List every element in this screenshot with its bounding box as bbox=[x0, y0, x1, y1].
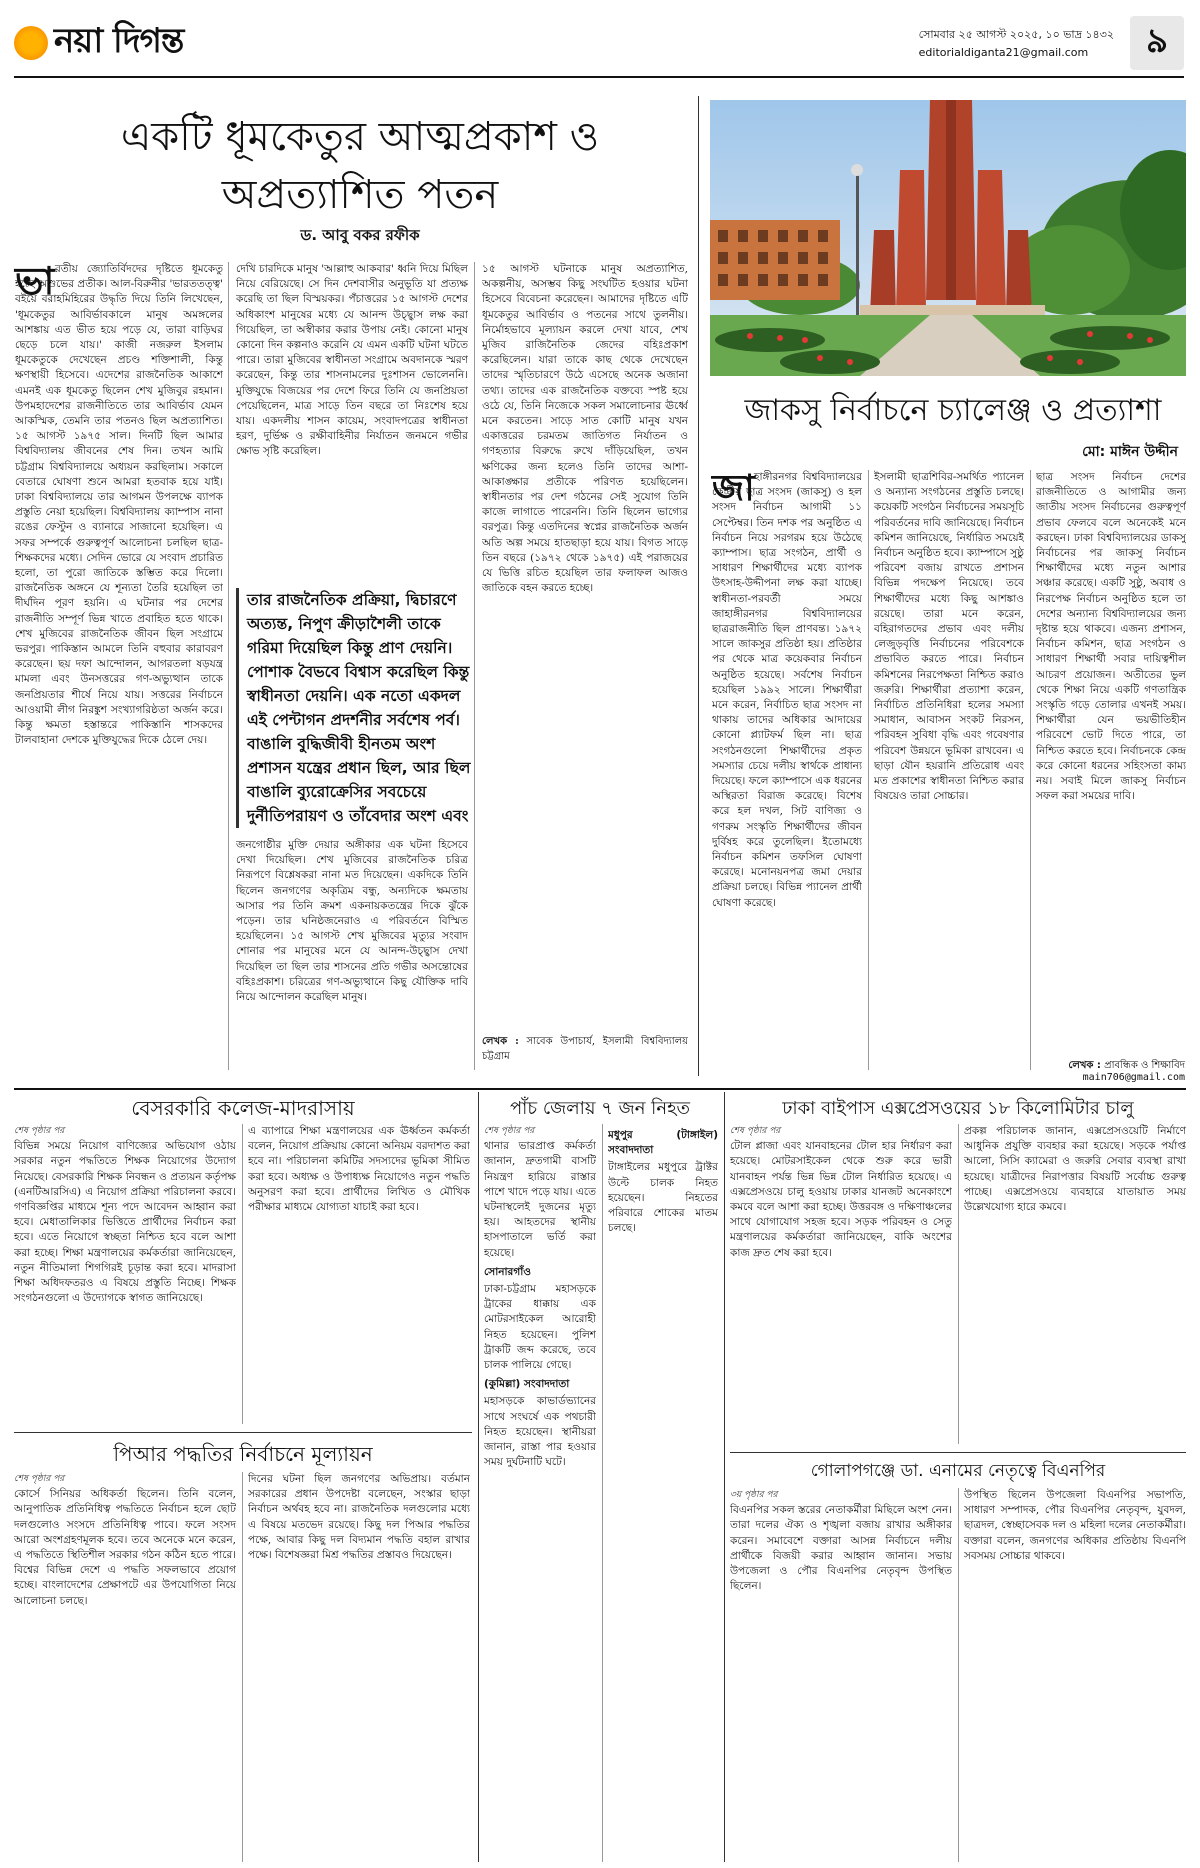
column-rule bbox=[958, 1488, 959, 1862]
story5-kicker: ৩য় পৃষ্ঠার পর bbox=[730, 1490, 778, 1500]
feature-column-1: হাঙ্গীরনগর বিশ্ববিদ্যালয়ের কেন্দ্রীয় ছাত্র সংসদ (জাকসু) ও হল সংসদ নির্বাচন আগামী ১১ সেপ্টেম্বর। তিন দশক পর অনুষ্ঠিত এ নির্বাচন নিয়ে সরগরম হয়ে উঠেছে ক্যাম্পাস। ছাত্র সংগঠন, প্রার্থী ও সাধারণ শিক্ষার্থীদের মধ্যে ব্যাপক উৎসাহ-উদ্দীপনা লক্ষ করা যাচ্ছে। স্বাধীনতা-পরবর্তী সময়ে জাহাঙ্গীরনগর বিশ্ববিদ্যালয়ের ছাত্ররাজনীতি ছিল প্রাণবন্ত। ১৯৭২ সালে জাকসুর প্রতিষ্ঠা হয়। প্রতিষ্ঠার পর থেকে মাত্র কয়েকবার নির্বাচন অনুষ্ঠিত হয়েছে। সর্বশেষ নির্বাচন হয়েছিল ১৯৯২ সালে। শিক্ষার্থীরা মনে করেন, নির্বাচিত ছাত্র সংসদ না থাকায় তাদের অধিকার আদায়ের কোনো প্ল্যাটফর্ম ছিল না। ছাত্র সংগঠনগুলো শিক্ষার্থীদের প্রকৃত সমস্যার চেয়ে দলীয় স্বার্থকে প্রাধান্য দিয়েছে। ফলে ক্যাম্পাসে এক ধরনের অস্থিরতা বিরাজ করেছে। বিশেষ করে হল দখল, সিট বাণিজ্য ও গণরুম সংস্কৃতি শিক্ষার্থীদের জীবন দুর্বিষহ করে তুলেছিল। ইতোমধ্যে নির্বাচন কমিশন তফসিল ঘোষণা করেছে। মনোনয়নপত্র জমা দেয়ার প্রক্রিয়া চলছে। বিভিন্ন প্যানেল প্রার্থী ঘোষণা করেছে। bbox=[712, 471, 862, 909]
story4-column-2: প্রকল্প পরিচালক জানান, এক্সপ্রেসওয়েটি নির্মাণে আধুনিক প্রযুক্তি ব্যবহার করা হয়েছে। সড়কে পর্যাপ্ত আলো, সিসি ক্যামেরা ও জরুরি সেবার ব্যবস্থা রাখা হয়েছে। যাত্রীদের নিরাপত্তার বিষয়টি সর্বোচ্চ গুরুত্ব পাচ্ছে। এক্সপ্রেসওয়ে ব্যবহারে যাতায়াত সময় উল্লেখযোগ্য হারে কমবে। bbox=[964, 1125, 1186, 1214]
story3-headline: পাঁচ জেলায় ৭ জন নিহত bbox=[509, 1098, 691, 1119]
story3-column-2 bbox=[608, 1124, 718, 1862]
story1-column-2: এ ব্যাপারে শিক্ষা মন্ত্রণালয়ের এক ঊর্ধ্বতন কর্মকর্তা বলেন, নিয়োগ প্রক্রিয়ায় কোনো অনিয়ম বরদাশত করা হবে না। পরিচালনা কমিটির সদস্যদের ভূমিকা সীমিত করা হবে। অধ্যক্ষ ও উপাধ্যক্ষ নিয়োগেও নতুন পদ্ধতি অনুসরণ করা হবে। প্রার্থীদের লিখিত ও মৌখিক পরীক্ষার মাধ্যমে যোগ্যতা যাচাই করা হবে। bbox=[248, 1125, 470, 1214]
lead-author-note bbox=[482, 1034, 688, 1070]
story5-column-2: উপস্থিত ছিলেন উপজেলা বিএনপির সভাপতি, সাধারণ সম্পাদক, পৌর বিএনপির নেতৃবৃন্দ, যুবদল, ছাত্রদল, স্বেচ্ছাসেবক দল ও মহিলা দলের নেতাকর্মীরা। বক্তারা বলেন, জনগণের অধিকার প্রতিষ্ঠায় বিএনপি সবসময় সোচ্চার থাকবে। bbox=[964, 1489, 1186, 1562]
story3-subhead-2: (কুমিল্লা) সংবাদদাতা bbox=[484, 1378, 570, 1391]
story3-subhead-1: সোনারগাঁও bbox=[484, 1265, 531, 1278]
story2-column-2: দিনের ঘটনা ছিল জনগণের অভিপ্রায়। বর্তমান সরকারের প্রধান উপদেষ্টা বলেছেন, সংস্কার ছাড়া নির্বাচন অর্থবহ হবে না। রাজনৈতিক দলগুলোর মধ্যে এ বিষয়ে মতভেদ রয়েছে। কিছু দল পিআর পদ্ধতির পক্ষে, আবার কিছু দল বিদ্যমান পদ্ধতি বহাল রাখার পক্ষে। বিশেষজ্ঞরা মিশ্র পদ্ধতির প্রস্তাবও দিয়েছেন। bbox=[248, 1473, 470, 1562]
story1-headline: বেসরকারি কলেজ-মাদরাসায় bbox=[131, 1096, 355, 1120]
feature-author-label: লেখক : bbox=[1068, 1060, 1101, 1071]
column-rule bbox=[958, 1124, 959, 1444]
story3-subhead-3: মধুপুর (টাঙ্গাইল) সংবাদদাতা bbox=[608, 1129, 718, 1157]
story1-text: বিভিন্ন সময়ে নিয়োগ বাণিজ্যের অভিযোগ ওঠায় সরকার নতুন পদ্ধতিতে শিক্ষক নিয়োগের উদ্যোগ নিয়েছে। বেসরকারি শিক্ষক নিবন্ধন ও প্রত্যয়ন কর্তৃপক্ষ (এনটিআরসিএ) এ নিয়োগ প্রক্রিয়া পরিচালনা করবে। গণবিজ্ঞপ্তির মাধ্যমে শূন্য পদে আবেদন আহ্বান করা হবে। মেধাতালিকার ভিত্তিতে প্রার্থীদের নির্বাচন করা হবে। এতে নিয়োগে স্বচ্ছতা নিশ্চিত হবে বলে আশা করা হচ্ছে। শিক্ষা মন্ত্রণালয়ের কর্মকর্তারা জানিয়েছেন, নতুন নীতিমালা শিগগিরই চূড়ান্ত করা হবে। মাদরাসা শিক্ষা অধিদফতরও এ বিষয়ে প্রস্তুতি নিচ্ছে। শিক্ষক সংগঠনগুলো এ উদ্যোগকে স্বাগত জানিয়েছে। bbox=[14, 1140, 236, 1305]
lead-headline bbox=[60, 108, 660, 224]
lead-column-2b: জনগোষ্ঠীর মুক্তি দেয়ার অঙ্গীকার এক ঘটনা হিসেবে দেখা দিয়েছিল। শেখ মুজিবের রাজনৈতিক চরিত্র নিরূপণে বিশ্লেষকরা নানা মত দিয়েছেন। একদিকে তিনি ছিলেন জনগণের অকৃত্রিম বন্ধু, অন্যদিকে ক্ষমতায় আসার পর তিনি ক্রমশ একনায়কতন্ত্রের দিকে ঝুঁকে পড়েন। তার ঘনিষ্ঠজনেরাও এ পরিবর্তনে বিস্মিত হয়েছিলেন। ১৫ আগস্ট শেখ মুজিবের মৃত্যুর সংবাদ শোনার পর মানুষের মনে যে আনন্দ-উচ্ছ্বাস দেখা দিয়েছিল তা ছিল তার শাসনের প্রতি গভীর অসন্তোষের বহিঃপ্রকাশ। চরিত্রের গণ-অভ্যুত্থানে কিছু যৌক্তিক দাবি নিয়ে আন্দোলন করেছিল মানুষ। bbox=[236, 839, 468, 1004]
feature-author: প্রাবন্ধিক ও শিক্ষাবিদ bbox=[1104, 1060, 1185, 1071]
story3-text: থানার ভারপ্রাপ্ত কর্মকর্তা জানান, দ্রুতগামী বাসটি নিয়ন্ত্রণ হারিয়ে রাস্তার পাশে খাদে পড়ে যায়। এতে ঘটনাস্থলেই দুজনের মৃত্যু হয়। আহতদের স্থানীয় হাসপাতালে ভর্তি করা হয়েছে। bbox=[484, 1140, 596, 1259]
newspaper-logo[interactable] bbox=[14, 18, 183, 68]
story3-column-1 bbox=[484, 1124, 596, 1862]
lead-headline-line-1: একটি ধূমকেতুর আত্মপ্রকাশ ও bbox=[120, 114, 600, 160]
story2-headline: পিআর পদ্ধতির নির্বাচনে মূল্যায়ন bbox=[113, 1442, 373, 1466]
column-rule bbox=[868, 470, 869, 1070]
story5-text: বিএনপির সকল স্তরের নেতাকর্মীরা মিছিলে অংশ নেন। তারা দলের ঐক্য ও শৃঙ্খলা বজায় রাখার অঙ্গীকার করেন। সমাবেশে বক্তারা আসন্ন নির্বাচনে দলীয় প্রার্থীকে বিজয়ী করার আহ্বান জানান। সভায় উপজেলা ও পৌর বিএনপির নেতৃবৃন্দ উপস্থিত ছিলেন। bbox=[730, 1504, 952, 1593]
story5-column-1 bbox=[730, 1488, 952, 1862]
monument-photo-illustration bbox=[710, 100, 1186, 376]
section-divider bbox=[698, 96, 699, 1076]
story5-headline: গোলাপগঞ্জে ডা. এনামের নেতৃত্বে বিএনপির bbox=[810, 1461, 1106, 1481]
feature-author-email[interactable]: main706@gmail.com bbox=[1082, 1072, 1185, 1083]
header-info bbox=[919, 26, 1114, 62]
story3-subtext-2: মহাসড়কে কাভার্ডভ্যানের সাথে সংঘর্ষে এক পথচারী নিহত হয়েছেন। স্থানীয়রা জানান, রাস্তা পার হওয়ার সময় দুর্ঘটনাটি ঘটে। bbox=[484, 1395, 596, 1469]
date-line: সোমবার ২৫ আগস্ট ২০২৫, ১০ ভাদ্র ১৪৩২ bbox=[918, 28, 1114, 41]
feature-column-2: ইসলামী ছাত্রশিবির-সমর্থিত প্যানেল ও অন্যান্য সংগঠনের প্রস্তুতি চলছে। কয়েকটি সংগঠন নির্বাচনের সময়সূচি পরিবর্তনের দাবি জানিয়েছে। নির্বাচন কমিশন জানিয়েছে, নির্ধারিত সময়েই নির্বাচন অনুষ্ঠিত হবে। ক্যাম্পাসে সুষ্ঠু পরিবেশ বজায় রাখতে প্রশাসন বিভিন্ন পদক্ষেপ নিয়েছে। তবে শিক্ষার্থীদের মধ্যে কিছু আশঙ্কাও রয়েছে। তারা মনে করেন, বহিরাগতদের প্রভাব এবং দলীয় লেজুড়বৃত্তি নির্বাচনের পরিবেশকে প্রভাবিত করতে পারে। নির্বাচন কমিশনের নিরপেক্ষতা নিশ্চিত করাও জরুরি। শিক্ষার্থীরা প্রত্যাশা করেন, নির্বাচিত প্রতিনিধিরা হলের সমস্যা সমাধান, আবাসন সংকট নিরসন, পরিবহন সুবিধা বৃদ্ধি এবং গবেষণার পরিবেশ উন্নয়নে ভূমিকা রাখবেন। এ ছাড়া যৌন হয়রানি প্রতিরোধ এবং মত প্রকাশের স্বাধীনতা নিশ্চিত করার বিষয়েও তারা সোচ্চার। bbox=[874, 471, 1024, 803]
story4-text: টোল প্লাজা এবং যানবাহনের টোল হার নির্ধারণ করা হয়েছে। মোটরসাইকেল থেকে শুরু করে ভারী যানবাহন পর্যন্ত ভিন্ন ভিন্ন টোল নির্ধারিত হয়েছে। এ এক্সপ্রেসওয়ে চালু হওয়ায় ঢাকার যানজট অনেকাংশে কমবে বলে আশা করা হচ্ছে। উত্তরবঙ্গ ও দক্ষিণাঞ্চলের সাথে যোগাযোগ সহজ হবে। সড়ক পরিবহন ও সেতু মন্ত্রণালয়ের কর্মকর্তারা জানিয়েছেন, বাকি অংশের কাজ দ্রুত শেষ করা হবে। bbox=[730, 1140, 952, 1259]
feature-dropcap: জা bbox=[712, 468, 755, 509]
story2-text: কোর্সে সিনিয়র অধিকর্তা ছিলেন। তিনি বলেন, আনুপাতিক প্রতিনিধিত্ব পদ্ধতিতে নির্বাচন হলে ছোট দলগুলোও সংসদে প্রতিনিধিত্ব পাবে। ফলে সংসদ আরো অংশগ্রহণমূলক হবে। তবে অনেকে মনে করেন, এ পদ্ধতিতে স্থিতিশীল সরকার গঠন কঠিন হতে পারে। বিশ্বের বিভিন্ন দেশে এ পদ্ধতি সফলভাবে প্রয়োগ হচ্ছে। বাংলাদেশের প্রেক্ষাপটে এর উপযোগিতা নিয়ে আলোচনা চলছে। bbox=[14, 1488, 236, 1607]
lead-pullquote: তার রাজনৈতিক প্রক্রিয়া, দ্বিচারণে অত্যন্ত, নিপুণ ক্রীড়াশৈলী তাকে গরিমা দিয়েছিল কিন্তু প্রাণ দেয়নি। পোশাক বৈভবে বিশ্বাস করেছিল কিন্তু স্বাধীনতা দেয়নি। এক নতো একদল এই পেন্টাগন প্রদর্শনীর সর্বশেষ পর্ব। বাঙালি বুদ্ধিজীবী হীনতম অংশ প্রশাসন যন্ত্রের প্রধান ছিল, আর ছিল বাঙালি ব্যুরোক্রেসির সবচেয়ে দুর্নীতিপরায়ণ ও তাঁবেদার অংশ এবং bbox=[236, 588, 479, 828]
story2-kicker: শেষ পৃষ্ঠার পর bbox=[14, 1474, 65, 1484]
story4-column-1 bbox=[730, 1124, 952, 1444]
section-rule bbox=[14, 1088, 1186, 1090]
column-rule bbox=[242, 1472, 243, 1862]
story2-column-1 bbox=[14, 1472, 236, 1862]
column-rule bbox=[1030, 470, 1031, 1070]
page-number: ৯ bbox=[1130, 16, 1184, 70]
story1-kicker: শেষ পৃষ্ঠার পর bbox=[14, 1126, 65, 1136]
story3-subtext-3: টাঙ্গাইলের মধুপুরে ট্রাক্টর উল্টে চালক নিহত হয়েছেন। নিহতের পরিবারে শোকের মাতম চলছে। bbox=[608, 1161, 718, 1235]
column-rule bbox=[602, 1124, 603, 1862]
lead-byline: ড. আবু বকর রফীক bbox=[300, 226, 420, 244]
feature-column-3: ছাত্র সংসদ নির্বাচন দেশের রাজনীতিতে ও আগামীর জন্য জাতীয় সংসদ নির্বাচনের গুরুত্বপূর্ণ প্রভাব ফেলবে বলে অনেকেই মনে করছেন। ঢাকা বিশ্ববিদ্যালয়ের ডাকসু নির্বাচনের পর জাকসু নির্বাচন শিক্ষার্থীদের মধ্যে নতুন আশার সঞ্চার করেছে। একটি সুষ্ঠু, অবাধ ও নিরপেক্ষ নির্বাচন অনুষ্ঠিত হলে তা দেশের অন্যান্য বিশ্ববিদ্যালয়ের জন্য দৃষ্টান্ত হয়ে থাকবে। এজন্য প্রশাসন, নির্বাচন কমিশন, ছাত্র সংগঠন ও সাধারণ শিক্ষার্থী সবার দায়িত্বশীল আচরণ প্রয়োজন। অতীতের ভুল থেকে শিক্ষা নিয়ে একটি গণতান্ত্রিক সংস্কৃতি গড়ে তোলার এখনই সময়। শিক্ষার্থীরা যেন ভয়ভীতিহীন পরিবেশে ভোট দিতে পারে, তা নিশ্চিত করতে হবে। নির্বাচনকে কেন্দ্র করে কোনো ধরনের সহিংসতা কাম্য নয়। সবাই মিলে জাকসু নির্বাচন সফল করা সময়ের দাবি। bbox=[1036, 471, 1186, 803]
column-rule bbox=[228, 262, 229, 1070]
lead-headline-line-2: অপ্রত্যাশিত পতন bbox=[221, 172, 499, 218]
sun-logo-icon bbox=[14, 26, 48, 60]
column-rule bbox=[242, 1124, 243, 1424]
lead-author: সাবেক উপাচার্য, ইসলামী বিশ্ববিদ্যালয় চট্টগ্রাম bbox=[482, 1036, 688, 1063]
story-rule bbox=[730, 1452, 1186, 1453]
feature-byline: মো: মাঈন উদ্দীন bbox=[1082, 444, 1178, 460]
story3-subtext-1: ঢাকা-চট্টগ্রাম মহাসড়কে ট্রাকের ধাক্কায় এক মোটরসাইকেল আরোহী নিহত হয়েছেন। পুলিশ ট্রাকটি জব্দ করেছে, তবে চালক পালিয়ে গেছে। bbox=[484, 1283, 596, 1372]
section-divider bbox=[478, 1092, 479, 1862]
lead-dropcap: ভা bbox=[15, 259, 55, 303]
logo-text: নয়া দিগন্ত bbox=[54, 20, 184, 61]
story-rule bbox=[14, 1432, 472, 1433]
jahangirnagar-monument-photo bbox=[710, 100, 1186, 376]
masthead bbox=[14, 14, 1184, 78]
lead-column-2: দেখি চারদিকে মানুষ 'আল্লাহু আকবার' ধ্বনি দিয়ে মিছিল নিয়ে বেরিয়েছে। সে দিন দেশবাসীর অনুভূতি যা প্রত্যক্ষ করেছি তা ছিল বিস্ময়কর। পঁচাত্তরের ১৫ আগস্ট দেশের অধিকাংশ মানুষের মধ্যে যে আনন্দ উচ্ছ্বাস লক্ষ করা গিয়েছিল, তা অস্বীকার করার উপায় নেই। কোনো মানুষ কোনো দিন কল্পনাও করেনি যে এমন একটি ঘটনা ঘটতে পারে। তারা মুজিবের স্বাধীনতা সংগ্রামে অবদানকে স্মরণ করেছেন, কিন্তু তার শাসনামলের দুঃশাসন ভোলেননি। মুক্তিযুদ্ধে বিজয়ের পর দেশে ফিরে তিনি যে জনপ্রিয়তা পেয়েছিলেন, মাত্র সাড়ে তিন বছরে তা নিঃশেষ হয়ে যায়। একদলীয় শাসন কায়েম, সংবাদপত্রের স্বাধীনতা হরণ, দুর্ভিক্ষ ও রক্ষীবাহিনীর নির্যাতন জনমনে গভীর ক্ষোভ সৃষ্টি করেছিল। bbox=[236, 263, 468, 458]
story1-column-1 bbox=[14, 1124, 236, 1426]
lead-column-1: রতীয় জ্যোতির্বিদদের দৃষ্টিতে ধূমকেতু হচ্ছে অশুভের প্রতীক। আল-বিরুনীর 'ভারততত্ত্ব' বইয়ে বরাহমিহিরের উদ্ধৃতি দিয়ে তিনি লিখেছেন, 'ধূমকেতুর আবির্ভাবকালে মানুষ অমঙ্গলের আশঙ্কায় এত ভীত হয়ে পড়ে যে, তারা বাড়িঘর ছেড়ে চলে যায়।' কাজী নজরুল ইসলাম ধূমকেতুকে দেখেছেন প্রচণ্ড শক্তিশালী, কিন্তু ক্ষণস্থায়ী হিসেবে। এদেশের রাজনৈতিক আকাশে এমনই এক ধূমকেতু ছিলেন শেখ মুজিবুর রহমান। উপমহাদেশের রাজনীতিতে তার আবির্ভাব যেমন আকস্মিক, তেমনি তার পতনও ছিল অপ্রত্যাশিত। ১৫ আগস্ট ১৯৭৫ সাল। দিনটি ছিল আমার বিশ্ববিদ্যালয় জীবনের শেষ দিন। তখন আমি চট্টগ্রাম বিশ্ববিদ্যালয়ে অধ্যয়ন করছিলাম। সকালে বেতারে ঘোষণা শুনে আমরা হতবাক হয়ে যাই। ঢাকা বিশ্ববিদ্যালয়ে তার আগমন উপলক্ষে ব্যাপক প্রস্তুতি নেয়া হয়েছিল। বিশ্ববিদ্যালয় ক্যাম্পাস নানা রঙের ফেস্টুন ও ব্যানারে সাজানো হয়েছিল। এ সফর সম্পর্কে গুরুত্বপূর্ণ আলোচনা চলছিল ছাত্র-শিক্ষকদের মধ্যে। সেদিন ভোরে যে সংবাদ প্রচারিত হলো, তা পুরো জাতিকে স্তম্ভিত করে দিলো। রাজনৈতিক অঙ্গনে যে শূন্যতা তৈরি হয়েছিল তা দীর্ঘদিন পূরণ হয়নি। এ ঘটনার পর দেশের রাজনীতি সম্পূর্ণ ভিন্ন খাতে প্রবাহিত হতে থাকে। শেখ মুজিবের রাজনৈতিক জীবন ছিল সংগ্রামে ভরপুর। পাকিস্তান আমলে তিনি বহুবার কারাবরণ করেছেন। ছয় দফা আন্দোলন, আগরতলা ষড়যন্ত্র মামলা এবং উনসত্তরের গণ-অভ্যুত্থান তাকে জনপ্রিয়তার শীর্ষে নিয়ে যায়। সত্তরের নির্বাচনে আওয়ামী লীগ নিরঙ্কুশ সংখ্যাগরিষ্ঠতা অর্জন করে। কিন্তু ক্ষমতা হস্তান্তরে পাকিস্তানি শাসকদের টালবাহানা দেশকে মুক্তিযুদ্ধের দিকে ঠেলে দেয়। bbox=[15, 263, 223, 747]
story4-headline: ঢাকা বাইপাস এক্সপ্রেসওয়ের ১৮ কিলোমিটার চালু bbox=[782, 1098, 1134, 1119]
lead-author-label: লেখক : bbox=[482, 1036, 519, 1047]
story3-kicker: শেষ পৃষ্ঠার পর bbox=[484, 1126, 535, 1136]
section-divider bbox=[724, 1092, 725, 1862]
lead-column-3: ১৫ আগস্ট ঘটনাকে মানুষ অপ্রত্যাশিত, অকল্পনীয়, অসম্ভব কিছু সংঘটিত হওয়ার ঘটনা হিসেবে বিবেচনা করেছেন। আমাদের দৃষ্টিতে এটি ধূমকেতুর আবির্ভাব ও পতনের সাথে তুলনীয়। নির্মোহভাবে মূল্যায়ন করলে দেখা যাবে, শেখ মুজিব রাজিনৈতিক জেদের বহিঃপ্রকাশ করেছিলেন। যারা তাকে কাছ থেকে দেখেছেন তাদের স্মৃতিচারণে উঠে এসেছে অনেক অজানা তথ্য। তাদের এক রাজনৈতিক বক্তব্যে স্পষ্ট হয়ে ওঠে যে, তিনি নিজেকে সকল সমালোচনার ঊর্ধ্বে মনে করতেন। সাড়ে সাত কোটি মানুষ যখন একাত্তরের চরমতম জাতিগত নির্যাতন ও গণহত্যার বিরুদ্ধে রুখে দাঁড়িয়েছিল, তখন ক্ষণিকের জন্য হলেও তিনি তাদের আশা-আকাঙ্ক্ষার প্রতীকে পরিণত হয়েছিলেন। স্বাধীনতার পর দেশ গঠনের সেই সুযোগ তিনি কাজে লাগাতে পারেননি। তিনি ছিলেন ভাগ্যের বরপুত্র। কিন্তু এতদিনের স্বপ্নের রাজনৈতিক অর্জন অতি অল্প সময়ে হাতছাড়া হয়ে যায়। বিগত সাড়ে তিন বছরে (১৯৭২ থেকে ১৯৭৫) এই পরাজয়ের যে ভিত্তি রচিত হয়েছিল তার ফলাফল আজও জাতিকে বহন করতে হচ্ছে। bbox=[482, 263, 688, 595]
feature-headline: জাকসু নির্বাচনে চ্যালেঞ্জ ও প্রত্যাশা bbox=[744, 393, 1162, 428]
editorial-email[interactable]: editorialdiganta21@gmail.com bbox=[918, 46, 1089, 59]
story4-kicker: শেষ পৃষ্ঠার পর bbox=[730, 1126, 781, 1136]
column-rule bbox=[474, 262, 475, 1070]
